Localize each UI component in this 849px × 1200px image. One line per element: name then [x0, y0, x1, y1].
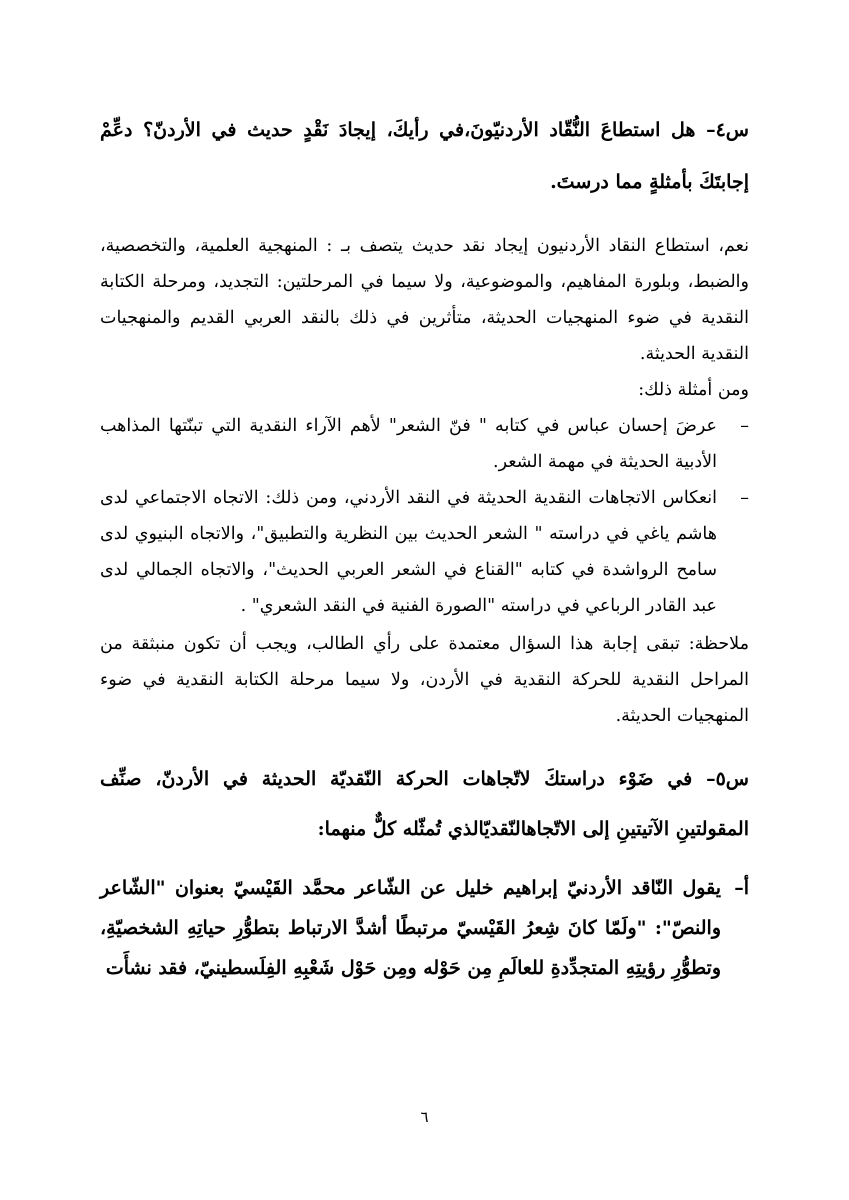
question-4: س٤– هل استطاعَ النُّقّاد الأردنيّونَ،في رأيكَ، إيجادَ نَقْدٍ حديث في الأردنّ؟ دعِّمْ إجابتَكَ بأمثلةٍ مما درستَ. — [100, 119, 749, 193]
dash-bullet: – — [740, 488, 749, 508]
sub-question-a — [100, 868, 749, 988]
answer-4-note: ملاحظة: تبقى إجابة هذا السؤال معتمدة على رأي الطالب، ويجب أن تكون منبثقة من المراحل النقدية للحركة النقدية في الأردن، ولا سيما مرحلة الكتابة النقدية في ضوء المنهجيات الحديثة. — [100, 634, 749, 726]
question-5: س٥– في ضَوْء دراستكَ لاتّجاهات الحركة النّقديّة الحديثة في الأردنّ، صنِّف المقولتينِ الآتيتينِ إلى الاتّجاهالنّقديّالذي تُمثّله كلٌّ منهما: — [100, 768, 749, 840]
page-number: ٦ — [420, 1108, 429, 1126]
sub-question-a-text: يقول النّاقد الأردنيّ إبراهيم خليل عن الشّاعر محمَّد القَيْسيّ بعنوان "الشّاعر والنصّ": "ولَمّا كانَ شِعرُ القَيْسيّ مرتبطًا أشدَّ الارتباط بتطوُّرِ حياتِهِ الشخصيّةِ، وتطوُّرِ رؤيتِهِ المتجدِّدةِ للعالَمِ مِن حَوْله ومِن حَوْل شَعْبِهِ الفِلَسطينيّ، فقد نشأَت — [100, 877, 721, 979]
list-item — [100, 480, 749, 624]
dash-bullet: – — [740, 416, 749, 436]
answer-4-intro: نعم، استطاع النقاد الأردنيون إيجاد نقد حديث يتصف بـ : المنهجية العلمية، والتخصصية، والضبط، وبلورة المفاهيم، والموضوعية، ولا سيما في المرحلتين: التجديد، ومرحلة الكتابة النقدية في ضوء المنهجيات الحديثة، متأثرين في ذلك بالنقد العربي القديم والمنهجيات النقدية الحديثة. — [100, 236, 749, 364]
examples-list — [100, 408, 749, 624]
list-item-text: عرضَ إحسان عباس في كتابه " فنّ الشعر" لأهم الآراء النقدية التي تبنّتها المذاهب الأدبية الحديثة في مهمة الشعر. — [100, 416, 717, 472]
examples-label: ومن أمثلة ذلك: — [638, 380, 749, 400]
list-item-text: انعكاس الاتجاهات النقدية الحديثة في النقد الأردني، ومن ذلك: الاتجاه الاجتماعي لدى هاشم ياغي في دراسته " الشعر الحديث بين النظرية والتطبيق"، والاتجاه البنيوي لدى سامح الرواشدة في كتابه "القناع في الشعر العربي الحديث"، والاتجاه الجمالي لدى عبد القادر الرباعي في دراسته "الصورة الفنية في النقد الشعري" . — [100, 488, 717, 616]
sub-question-a-marker: أ– — [734, 877, 749, 899]
list-item — [100, 408, 749, 480]
